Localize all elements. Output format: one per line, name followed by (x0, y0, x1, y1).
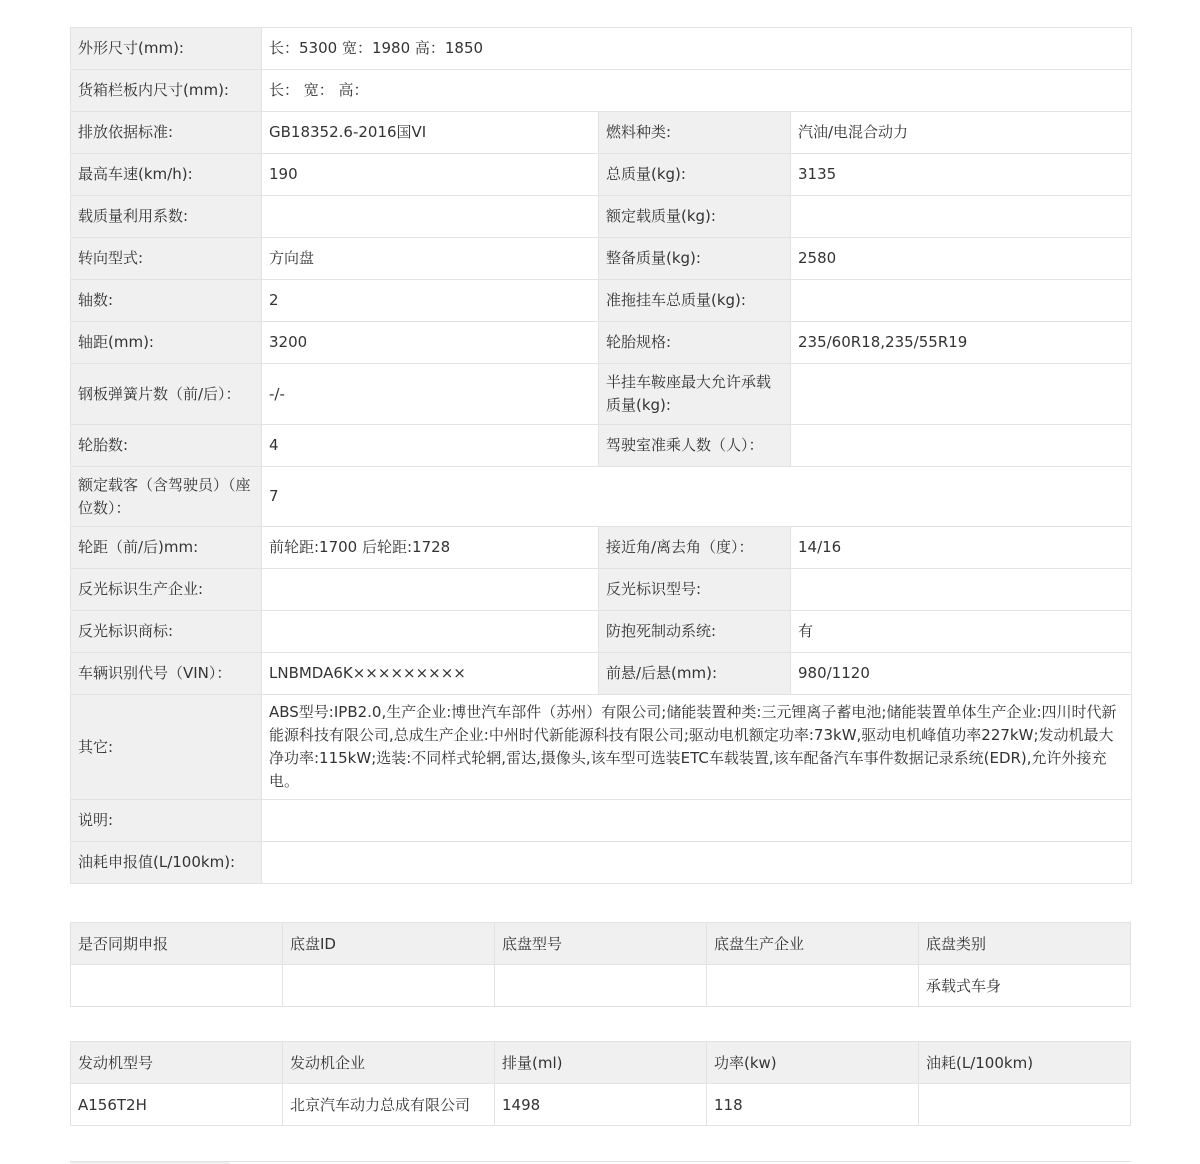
wheelbase-value: 3200 (262, 322, 599, 364)
total-mass-value: 3135 (791, 154, 1132, 196)
chassis-table (70, 922, 1131, 1007)
fuel-label: 燃料种类: (599, 112, 791, 154)
tire-spec-value: 235/60R18,235/55R19 (791, 322, 1132, 364)
reflector-model-label: 反光标识型号: (599, 569, 791, 611)
table-row (71, 238, 1132, 280)
engine-header-cell: 功率(kw) (707, 1042, 919, 1084)
chassis-cell (495, 965, 707, 1007)
table-row (71, 653, 1132, 695)
rated-load-value (791, 196, 1132, 238)
table-row (71, 154, 1132, 196)
curb-weight-label: 整备质量(kg): (599, 238, 791, 280)
seats-value: 7 (262, 467, 1132, 527)
tire-count-value: 4 (262, 425, 599, 467)
chassis-cell (707, 965, 919, 1007)
saddle-load-label: 半挂车鞍座最大允许承载质量(kg): (599, 364, 791, 425)
table-row (71, 322, 1132, 364)
tire-count-label: 轮胎数: (71, 425, 262, 467)
cargo-box-value: 长： 宽： 高： (262, 70, 1132, 112)
reflector-model-value (791, 569, 1132, 611)
engine-table (70, 1041, 1131, 1126)
chassis-cell: 承载式车身 (919, 965, 1131, 1007)
abs-label: 防抱死制动系统: (599, 611, 791, 653)
engine-header-cell: 油耗(L/100km) (919, 1042, 1131, 1084)
engine-header-cell: 发动机企业 (283, 1042, 495, 1084)
track-value: 前轮距:1700 后轮距:1728 (262, 527, 599, 569)
engine-cell: 北京汽车动力总成有限公司 (283, 1084, 495, 1126)
emission-value: GB18352.6-2016国VI (262, 112, 599, 154)
table-row (71, 695, 1132, 800)
fuel-value: 汽油/电混合动力 (791, 112, 1132, 154)
engine-cell: 1498 (495, 1084, 707, 1126)
dimensions-value: 长：5300 宽：1980 高：1850 (262, 28, 1132, 70)
steering-value: 方向盘 (262, 238, 599, 280)
engine-header-row (71, 1042, 1131, 1084)
chassis-header-cell: 底盘型号 (495, 923, 707, 965)
vin-value: LNBMDA6K××××××××× (262, 653, 599, 695)
engine-cell (919, 1084, 1131, 1126)
fuel-consumption-label: 油耗申报值(L/100km): (71, 842, 262, 884)
max-speed-value: 190 (262, 154, 599, 196)
overhang-value: 980/1120 (791, 653, 1132, 695)
reflector-brand-label: 反光标识商标: (71, 611, 262, 653)
emission-label: 排放依据标准: (71, 112, 262, 154)
other-value: ABS型号:IPB2.0,生产企业:博世汽车部件（苏州）有限公司;储能装置种类:三元锂离子蓄电池;储能装置单体生产企业:四川时代新能源科技有限公司,总成生产企业:中州时代新能源科技有限公司;驱动电机额定功率:73kW,驱动电机峰值功率227kW;发动机最大净功率:115kW;选装:不同样式轮辋,雷达,摄像头,该车型可选装ETC车载装置,该车配备汽车事件数据记录系统(EDR),允许外接充电。 (262, 695, 1132, 800)
engine-cell: 118 (707, 1084, 919, 1126)
table-row (71, 1084, 1131, 1126)
table-row (71, 965, 1131, 1007)
wheelbase-label: 轴距(mm): (71, 322, 262, 364)
angles-value: 14/16 (791, 527, 1132, 569)
steering-label: 转向型式: (71, 238, 262, 280)
table-row (71, 569, 1132, 611)
leaf-springs-value: -/- (262, 364, 599, 425)
trailer-mass-value (791, 280, 1132, 322)
overhang-label: 前悬/后悬(mm): (599, 653, 791, 695)
angles-label: 接近角/离去角（度）： (599, 527, 791, 569)
table-row (71, 842, 1132, 884)
notes-value (262, 800, 1132, 842)
engine-cell: A156T2H (71, 1084, 283, 1126)
chassis-header-cell: 底盘生产企业 (707, 923, 919, 965)
table-row (71, 467, 1132, 527)
chassis-header-cell: 是否同期申报 (71, 923, 283, 965)
load-factor-label: 载质量利用系数: (71, 196, 262, 238)
notes-label: 说明: (71, 800, 262, 842)
reflector-brand-value (262, 611, 599, 653)
cab-passengers-label: 驾驶室准乘人数（人）： (599, 425, 791, 467)
rated-load-label: 额定载质量(kg): (599, 196, 791, 238)
table-row (71, 70, 1132, 112)
table-row (71, 800, 1132, 842)
chassis-header-row (71, 923, 1131, 965)
table-row (71, 112, 1132, 154)
curb-weight-value: 2580 (791, 238, 1132, 280)
chassis-cell (283, 965, 495, 1007)
leaf-springs-label: 钢板弹簧片数（前/后）： (71, 364, 262, 425)
cab-passengers-value (791, 425, 1132, 467)
vin-label: 车辆识别代号（VIN）： (71, 653, 262, 695)
cargo-box-label: 货箱栏板内尺寸(mm): (71, 70, 262, 112)
table-row (71, 364, 1132, 425)
chassis-header-cell: 底盘类别 (919, 923, 1131, 965)
dimensions-label: 外形尺寸(mm): (71, 28, 262, 70)
table-row (71, 425, 1132, 467)
axles-label: 轴数: (71, 280, 262, 322)
fuel-consumption-value (262, 842, 1132, 884)
tire-spec-label: 轮胎规格: (599, 322, 791, 364)
track-label: 轮距（前/后)mm: (71, 527, 262, 569)
reflector-maker-label: 反光标识生产企业: (71, 569, 262, 611)
vehicle-spec-table (70, 27, 1132, 884)
load-factor-value (262, 196, 599, 238)
table-row (71, 280, 1132, 322)
saddle-load-value (791, 364, 1132, 425)
axles-value: 2 (262, 280, 599, 322)
seats-label: 额定载客（含驾驶员）（座位数）： (71, 467, 262, 527)
total-mass-label: 总质量(kg): (599, 154, 791, 196)
engine-header-cell: 发动机型号 (71, 1042, 283, 1084)
max-speed-label: 最高车速(km/h): (71, 154, 262, 196)
chassis-cell (71, 965, 283, 1007)
table-row (71, 196, 1132, 238)
chassis-header-cell: 底盘ID (283, 923, 495, 965)
table-row (71, 527, 1132, 569)
reflector-maker-value (262, 569, 599, 611)
abs-value: 有 (791, 611, 1132, 653)
engine-header-cell: 排量(ml) (495, 1042, 707, 1084)
other-label: 其它: (71, 695, 262, 800)
table-row (71, 611, 1132, 653)
table-row (71, 28, 1132, 70)
trailer-mass-label: 准拖挂车总质量(kg): (599, 280, 791, 322)
